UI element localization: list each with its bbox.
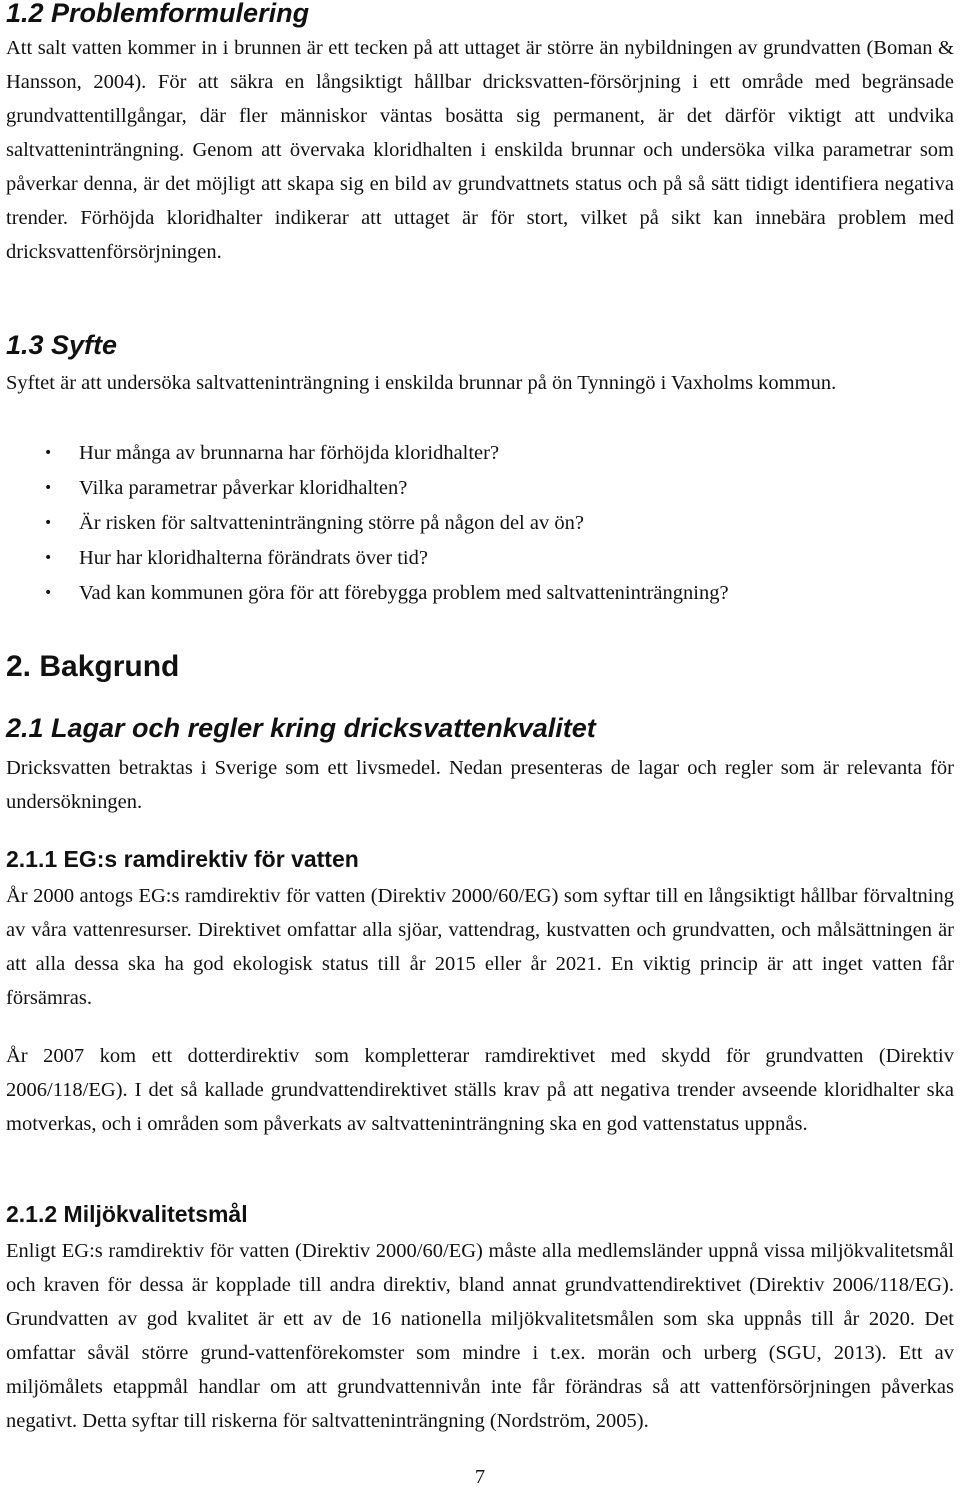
page-number: 7 xyxy=(474,1466,486,1488)
list-item: • Är risken för saltvatteninträngning större på någon del av ön? xyxy=(6,506,954,541)
section-heading-2-1-1: 2.1.1 EG:s ramdirektiv för vatten xyxy=(6,846,359,872)
section-heading-2-1: 2.1 Lagar och regler kring dricksvattenkvalitet xyxy=(6,713,596,743)
section-heading-1-2: 1.2 Problemformulering xyxy=(6,0,310,28)
bullet-icon: • xyxy=(44,585,53,601)
bullet-icon: • xyxy=(44,480,53,496)
section-heading-2: 2. Bakgrund xyxy=(6,650,180,683)
list-item: • Vilka parametrar påverkar kloridhalten? xyxy=(6,471,954,506)
framework-directive-paragraph-2: År 2007 kom ett dotterdirektiv som kompletterar ramdirektivet med skydd för grundvatten (Direktiv 2006/118/EG). I det så kallade grundvattendirektivet ställs krav på att negativa trender avseende kloridhalter ska motverkas, och i områden som påverkats av saltvatteninträngning ska en god vattenstatus uppnås. xyxy=(6,1045,954,1135)
section-heading-2-1-2: 2.1.2 Miljökvalitetsmål xyxy=(6,1201,248,1227)
framework-directive-paragraph-1: År 2000 antogs EG:s ramdirektiv för vatten (Direktiv 2000/60/EG) som syftar till en långsiktigt hållbar förvaltning av våra vattenresurser. Direktivet omfattar alla sjöar, vattendrag, kustvatten och grundvatten, och målsättningen är att alla dessa ska ha god ekologisk status till år 2015 eller år 2021. En viktig princip är att inget vatten får försämras. xyxy=(6,885,954,1009)
section-heading-1-3: 1.3 Syfte xyxy=(6,330,118,360)
list-item: • Vad kan kommunen göra för att förebygga problem med saltvatteninträngning? xyxy=(6,576,954,611)
laws-paragraph: Dricksvatten betraktas i Sverige som ett livsmedel. Nedan presenteras de lagar och regler som är relevanta för undersökningen. xyxy=(6,757,954,813)
list-item: • Hur har kloridhalterna förändrats över tid? xyxy=(6,541,954,576)
bullet-icon: • xyxy=(44,515,53,531)
problem-paragraph: Att salt vatten kommer in i brunnen är ett tecken på att uttaget är större än nybildningen av grundvatten (Boman & Hansson, 2004). För att säkra en långsiktigt hållbar dricksvatten-försörjning i ett område med begränsade grundvattentillgångar, där fler människor väntas bosätta sig permanent, är det därför viktigt att undvika saltvatteninträngning. Genom att övervaka kloridhalten i enskilda brunnar och undersöka vilka parametrar som påverkar denna, är det möjligt att skapa sig en bild av grundvattnets status och på så sätt tidigt identifiera negativa trender. Förhöjda kloridhalter indikerar att uttaget är för stort, vilket på sikt kan innebära problem med dricksvattenförsörjningen. xyxy=(6,37,954,263)
bullet-icon: • xyxy=(44,550,53,566)
list-item: • Hur många av brunnarna har förhöjda kloridhalter? xyxy=(6,436,954,471)
research-questions-list xyxy=(6,436,954,611)
bullet-icon: • xyxy=(44,445,53,461)
purpose-paragraph: Syftet är att undersöka saltvatteninträngning i enskilda brunnar på ön Tynningö i Vaxholms kommun. xyxy=(6,372,837,394)
environmental-goals-paragraph: Enligt EG:s ramdirektiv för vatten (Direktiv 2000/60/EG) måste alla medlemsländer uppnå vissa miljökvalitetsmål och kraven för dessa är kopplade till andra direktiv, bland annat grundvattendirektivet (Direktiv 2006/118/EG). Grundvatten av god kvalitet är ett av de 16 nationella miljökvalitetsmålen som ska uppnås till år 2020. Det omfattar såväl större grund-vattenförekomster som mindre i t.ex. morän och urberg (SGU, 2013). Ett av miljömålets etappmål handlar om att grundvattennivån inte får förändras så att vattenförsörjningen påverkas negativt. Detta syftar till riskerna för saltvatteninträngning (Nordström, 2005). xyxy=(6,1240,954,1432)
